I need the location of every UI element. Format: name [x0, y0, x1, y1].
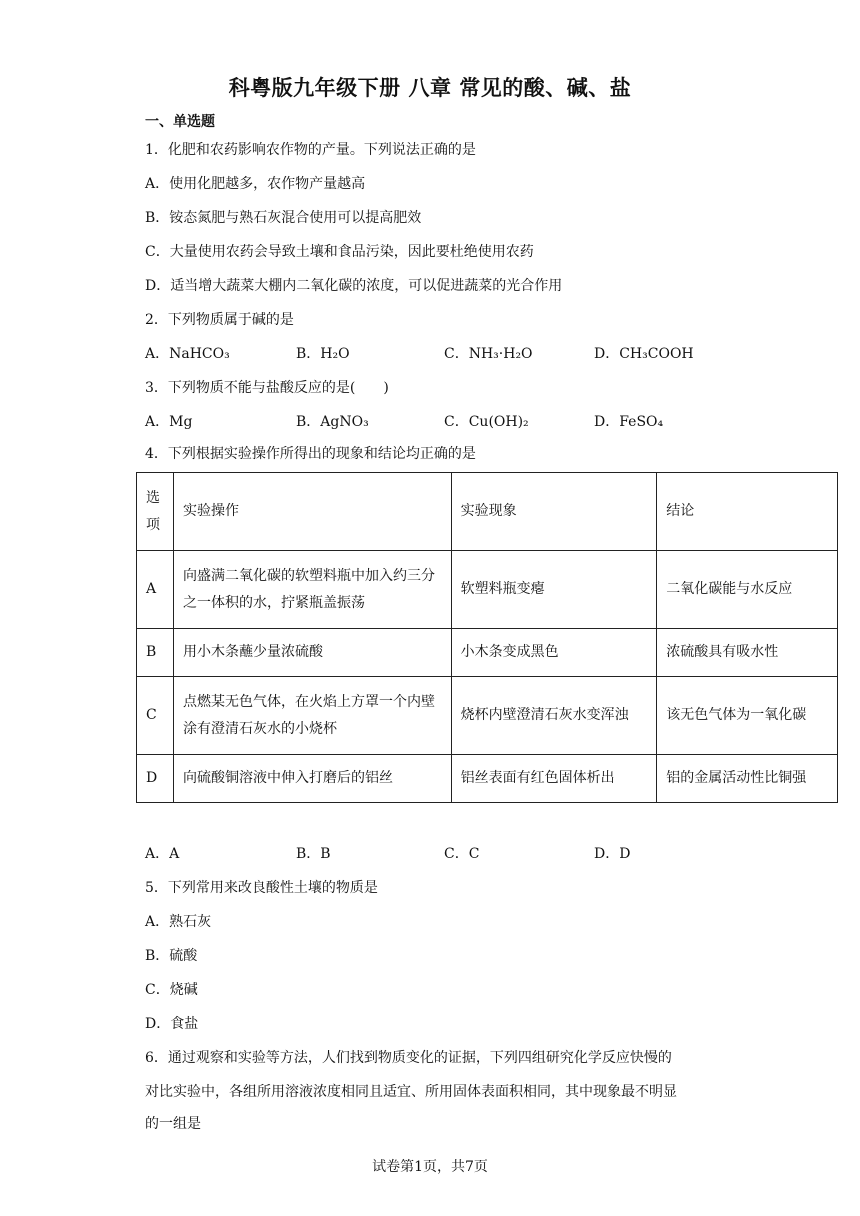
question-4-option-b: B．B	[296, 846, 331, 862]
question-1-option-a: A．使用化肥越多，农作物产量越高	[145, 176, 366, 192]
question-4-option-c: C．C	[444, 846, 480, 862]
question-3-stem: 3．下列物质不能与盐酸反应的是( )	[145, 380, 389, 396]
question-5-stem: 5．下列常用来改良酸性土壤的物质是	[145, 880, 378, 896]
row-b-label: B	[137, 629, 174, 677]
header-option	[137, 473, 174, 551]
row-a-conclusion: 二氧化碳能与水反应	[657, 551, 838, 629]
page-footer: 试卷第1页，共7页	[372, 1159, 488, 1175]
row-a-phenomenon: 软塑料瓶变瘪	[451, 551, 657, 629]
question-1-option-b: B．铵态氮肥与熟石灰混合使用可以提高肥效	[145, 210, 422, 226]
question-5-option-c: C．烧碱	[145, 982, 198, 998]
question-5-option-a: A．熟石灰	[145, 914, 212, 930]
question-4-option-d: D．D	[594, 846, 631, 862]
question-2-option-d: D．CH₃COOH	[594, 346, 694, 362]
question-3-option-d: D．FeSO₄	[594, 414, 664, 430]
header-option-text: 选项	[146, 489, 160, 533]
question-2-option-b: B．H₂O	[296, 346, 350, 362]
question-6-line-1: 6．通过观察和实验等方法，人们找到物质变化的证据，下列四组研究化学反应快慢的	[145, 1050, 672, 1066]
question-2-stem: 2．下列物质属于碱的是	[145, 312, 294, 328]
question-6-line-2: 对比实验中，各组所用溶液浓度相同且适宜、所用固体表面积相同，其中现象最不明显	[145, 1084, 677, 1100]
row-c-conclusion: 该无色气体为一氧化碳	[657, 677, 838, 755]
header-phenomenon: 实验现象	[451, 473, 657, 551]
question-4-option-a: A．A	[145, 846, 180, 862]
row-a-operation: 向盛满二氧化碳的软塑料瓶中加入约三分之一体积的水，拧紧瓶盖振荡	[174, 551, 452, 629]
row-b-conclusion: 浓硫酸具有吸水性	[657, 629, 838, 677]
row-c-phenomenon: 烧杯内壁澄清石灰水变浑浊	[451, 677, 657, 755]
question-6-line-3: 的一组是	[145, 1116, 201, 1132]
row-d-phenomenon: 铝丝表面有红色固体析出	[451, 755, 657, 803]
table-row	[137, 755, 838, 803]
table-header-row	[137, 473, 838, 551]
question-4-stem: 4．下列根据实验操作所得出的现象和结论均正确的是	[145, 446, 476, 462]
page-title: 科粤版九年级下册 八章 常见的酸、碱、盐	[228, 76, 632, 100]
table-row	[137, 629, 838, 677]
header-conclusion: 结论	[657, 473, 838, 551]
row-b-phenomenon: 小木条变成黑色	[451, 629, 657, 677]
question-1-stem: 1．化肥和农药影响农作物的产量。下列说法正确的是	[145, 142, 476, 158]
table-row	[137, 551, 838, 629]
question-3-option-c: C．Cu(OH)₂	[444, 414, 529, 430]
section-heading: 一、单选题	[145, 114, 215, 130]
question-3-option-a: A．Mg	[145, 414, 193, 430]
row-a-label: A	[137, 551, 174, 629]
row-c-label: C	[137, 677, 174, 755]
header-operation: 实验操作	[174, 473, 452, 551]
row-d-operation: 向硫酸铜溶液中伸入打磨后的铝丝	[174, 755, 452, 803]
row-d-conclusion: 铝的金属活动性比铜强	[657, 755, 838, 803]
question-5-option-d: D．食盐	[145, 1016, 199, 1032]
row-c-operation: 点燃某无色气体，在火焰上方罩一个内壁涂有澄清石灰水的小烧杯	[174, 677, 452, 755]
row-b-operation: 用小木条蘸少量浓硫酸	[174, 629, 452, 677]
question-2-option-c: C．NH₃·H₂O	[444, 346, 533, 362]
question-3-option-b: B．AgNO₃	[296, 414, 369, 430]
table-row	[137, 677, 838, 755]
question-1-option-d: D．适当增大蔬菜大棚内二氧化碳的浓度，可以促进蔬菜的光合作用	[145, 278, 563, 294]
question-5-option-b: B．硫酸	[145, 948, 198, 964]
experiment-table	[136, 472, 838, 803]
question-2-option-a: A．NaHCO₃	[145, 346, 230, 362]
row-d-label: D	[137, 755, 174, 803]
question-1-option-c: C．大量使用农药会导致土壤和食品污染，因此要杜绝使用农药	[145, 244, 534, 260]
